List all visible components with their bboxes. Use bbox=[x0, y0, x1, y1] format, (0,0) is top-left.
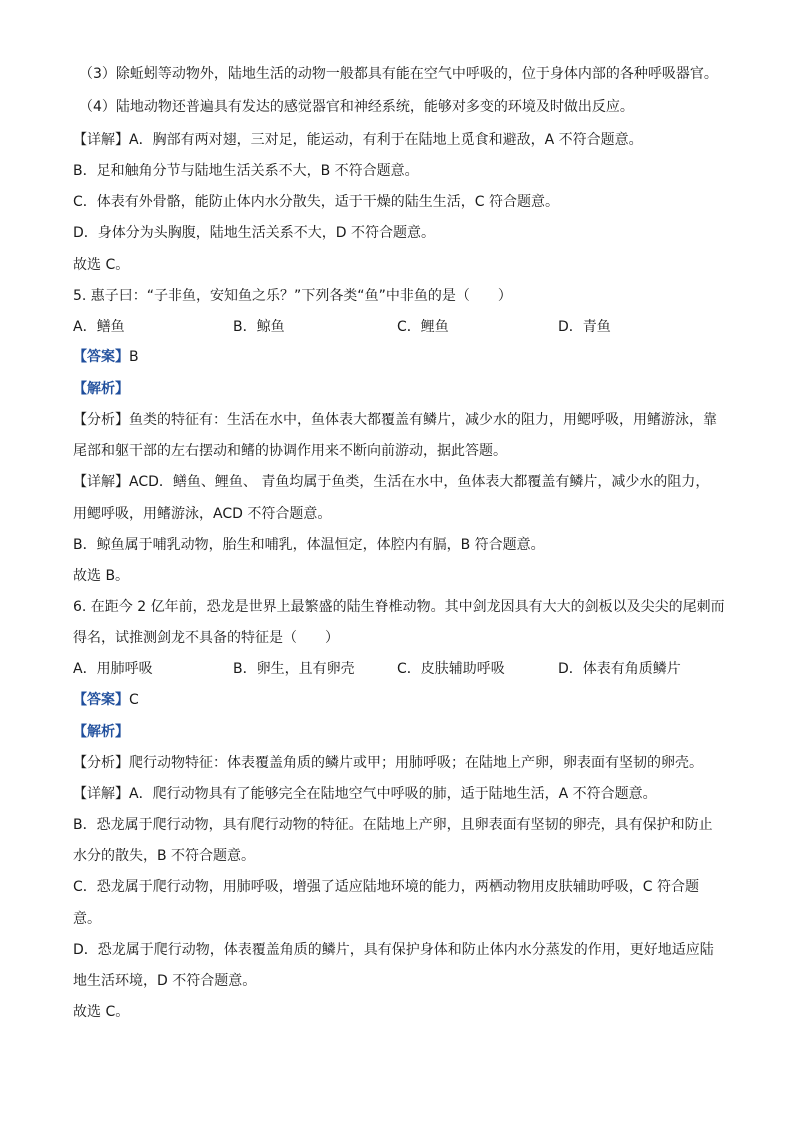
q5-detail-line-1 bbox=[73, 472, 709, 492]
question-5: 5. 惠子曰：“子非鱼，安知鱼之乐？”下列各类“鱼”中非鱼的是（ ） bbox=[73, 288, 512, 304]
analysis-label: 【解析】 bbox=[73, 381, 129, 397]
q6-detail-b-line-2: 水分的散失，B 不符合题意。 bbox=[73, 848, 256, 864]
q6-conclusion: 故选 C。 bbox=[73, 1004, 130, 1020]
q5-option-d: D．青鱼 bbox=[558, 319, 611, 335]
detail-label: 【详解】 bbox=[73, 786, 129, 802]
q6-option-c: C．皮肤辅助呼吸 bbox=[397, 661, 505, 677]
text-line-2: （4）陆地动物还普遍具有发达的感觉器官和神经系统，能够对多变的环境及时做出反应。 bbox=[79, 99, 634, 115]
analysis-label: 【解析】 bbox=[73, 724, 129, 740]
q6-option-b: B．卵生，且有卵壳 bbox=[233, 661, 355, 677]
answer-value: B bbox=[129, 349, 139, 365]
question-6-line-2: 得名，试推测剑龙不具备的特征是（ ） bbox=[73, 630, 339, 646]
q5-option-b: B．鲸鱼 bbox=[233, 319, 285, 335]
fenxi-label: 【分析】 bbox=[73, 755, 129, 771]
q5-conclusion: 故选 B。 bbox=[73, 568, 130, 584]
q6-detail-d-line-2: 地生活环境，D 不符合题意。 bbox=[73, 973, 257, 989]
q5-fenxi-line-1 bbox=[73, 410, 717, 430]
detail-text: A．爬行动物具有了能够完全在陆地空气中呼吸的肺，适于陆地生活，A 不符合题意。 bbox=[129, 786, 657, 802]
fenxi-text: 爬行动物特征：体表覆盖角质的鳞片或甲；用肺呼吸；在陆地上产卵，卵表面有坚韧的卵壳。 bbox=[129, 755, 703, 771]
q6-detail-line-a bbox=[73, 784, 657, 804]
detail-line-a bbox=[73, 130, 643, 150]
detail-text: A．胸部有两对翅，三对足，能运动，有利于在陆地上觅食和避敌，A 不符合题意。 bbox=[129, 132, 643, 148]
question-6-line-1: 6. 在距今 2 亿年前，恐龙是世界上最繁盛的陆生脊椎动物。其中剑龙因具有大大的剑板以及尖尖的尾刺而 bbox=[73, 599, 725, 615]
detail-line-b: B．足和触角分节与陆地生活关系不大，B 不符合题意。 bbox=[73, 163, 419, 179]
q5-answer bbox=[73, 347, 139, 367]
q5-option-c: C．鲤鱼 bbox=[397, 319, 449, 335]
fenxi-label: 【分析】 bbox=[73, 412, 129, 428]
q6-detail-c-line-2: 意。 bbox=[73, 911, 101, 927]
detail-line-c: C．体表有外骨骼，能防止体内水分散失，适于干燥的陆生生活，C 符合题意。 bbox=[73, 194, 559, 210]
answer-value: C bbox=[129, 692, 139, 708]
conclusion-line: 故选 C。 bbox=[73, 257, 130, 273]
question-6-options bbox=[73, 659, 713, 679]
q6-answer bbox=[73, 690, 139, 710]
answer-label: 【答案】 bbox=[73, 349, 129, 365]
q5-fenxi-line-2: 尾部和躯干部的左右摆动和鳍的协调作用来不断向前游动，据此答题。 bbox=[73, 443, 507, 459]
text-line-1: （3）除蚯蚓等动物外，陆地生活的动物一般都具有能在空气中呼吸的，位于身体内部的各种呼吸器官。 bbox=[79, 66, 718, 82]
fenxi-text: 鱼类的特征有：生活在水中，鱼体表大都覆盖有鳞片，减少水的阻力，用鳃呼吸，用鳍游泳，靠 bbox=[129, 412, 717, 428]
q6-fenxi-line bbox=[73, 753, 703, 773]
q6-detail-c-line-1: C．恐龙属于爬行动物，用肺呼吸，增强了适应陆地环境的能力，两栖动物用皮肤辅助呼吸，C 符合题 bbox=[73, 879, 699, 895]
q5-detail-line-2: 用鳃呼吸，用鳍游泳，ACD 不符合题意。 bbox=[73, 506, 332, 522]
q6-detail-d-line-1: D．恐龙属于爬行动物，体表覆盖角质的鳞片，具有保护身体和防止体内水分蒸发的作用，更好地适应陆 bbox=[73, 942, 714, 958]
q6-option-d: D．体表有角质鳞片 bbox=[558, 661, 681, 677]
q6-analysis-heading bbox=[73, 722, 129, 742]
q5-option-a: A．鳝鱼 bbox=[73, 319, 125, 335]
detail-line-d: D．身体分为头胸腹，陆地生活关系不大，D 不符合题意。 bbox=[73, 225, 436, 241]
detail-label: 【详解】 bbox=[73, 474, 129, 490]
q5-detail-line-3: B．鲸鱼属于哺乳动物，胎生和哺乳，体温恒定，体腔内有膈，B 符合题意。 bbox=[73, 537, 545, 553]
detail-text: ACD．鳝鱼、鲤鱼、 青鱼均属于鱼类，生活在水中，鱼体表大都覆盖有鳞片，减少水的阻力， bbox=[129, 474, 710, 490]
question-5-options bbox=[73, 317, 713, 337]
q6-option-a: A．用肺呼吸 bbox=[73, 661, 153, 677]
detail-label: 【详解】 bbox=[73, 132, 129, 148]
q6-detail-b-line-1: B．恐龙属于爬行动物，具有爬行动物的特征。在陆地上产卵，且卵表面有坚韧的卵壳，具有保护和防止 bbox=[73, 817, 713, 833]
answer-label: 【答案】 bbox=[73, 692, 129, 708]
q5-analysis-heading bbox=[73, 379, 129, 399]
